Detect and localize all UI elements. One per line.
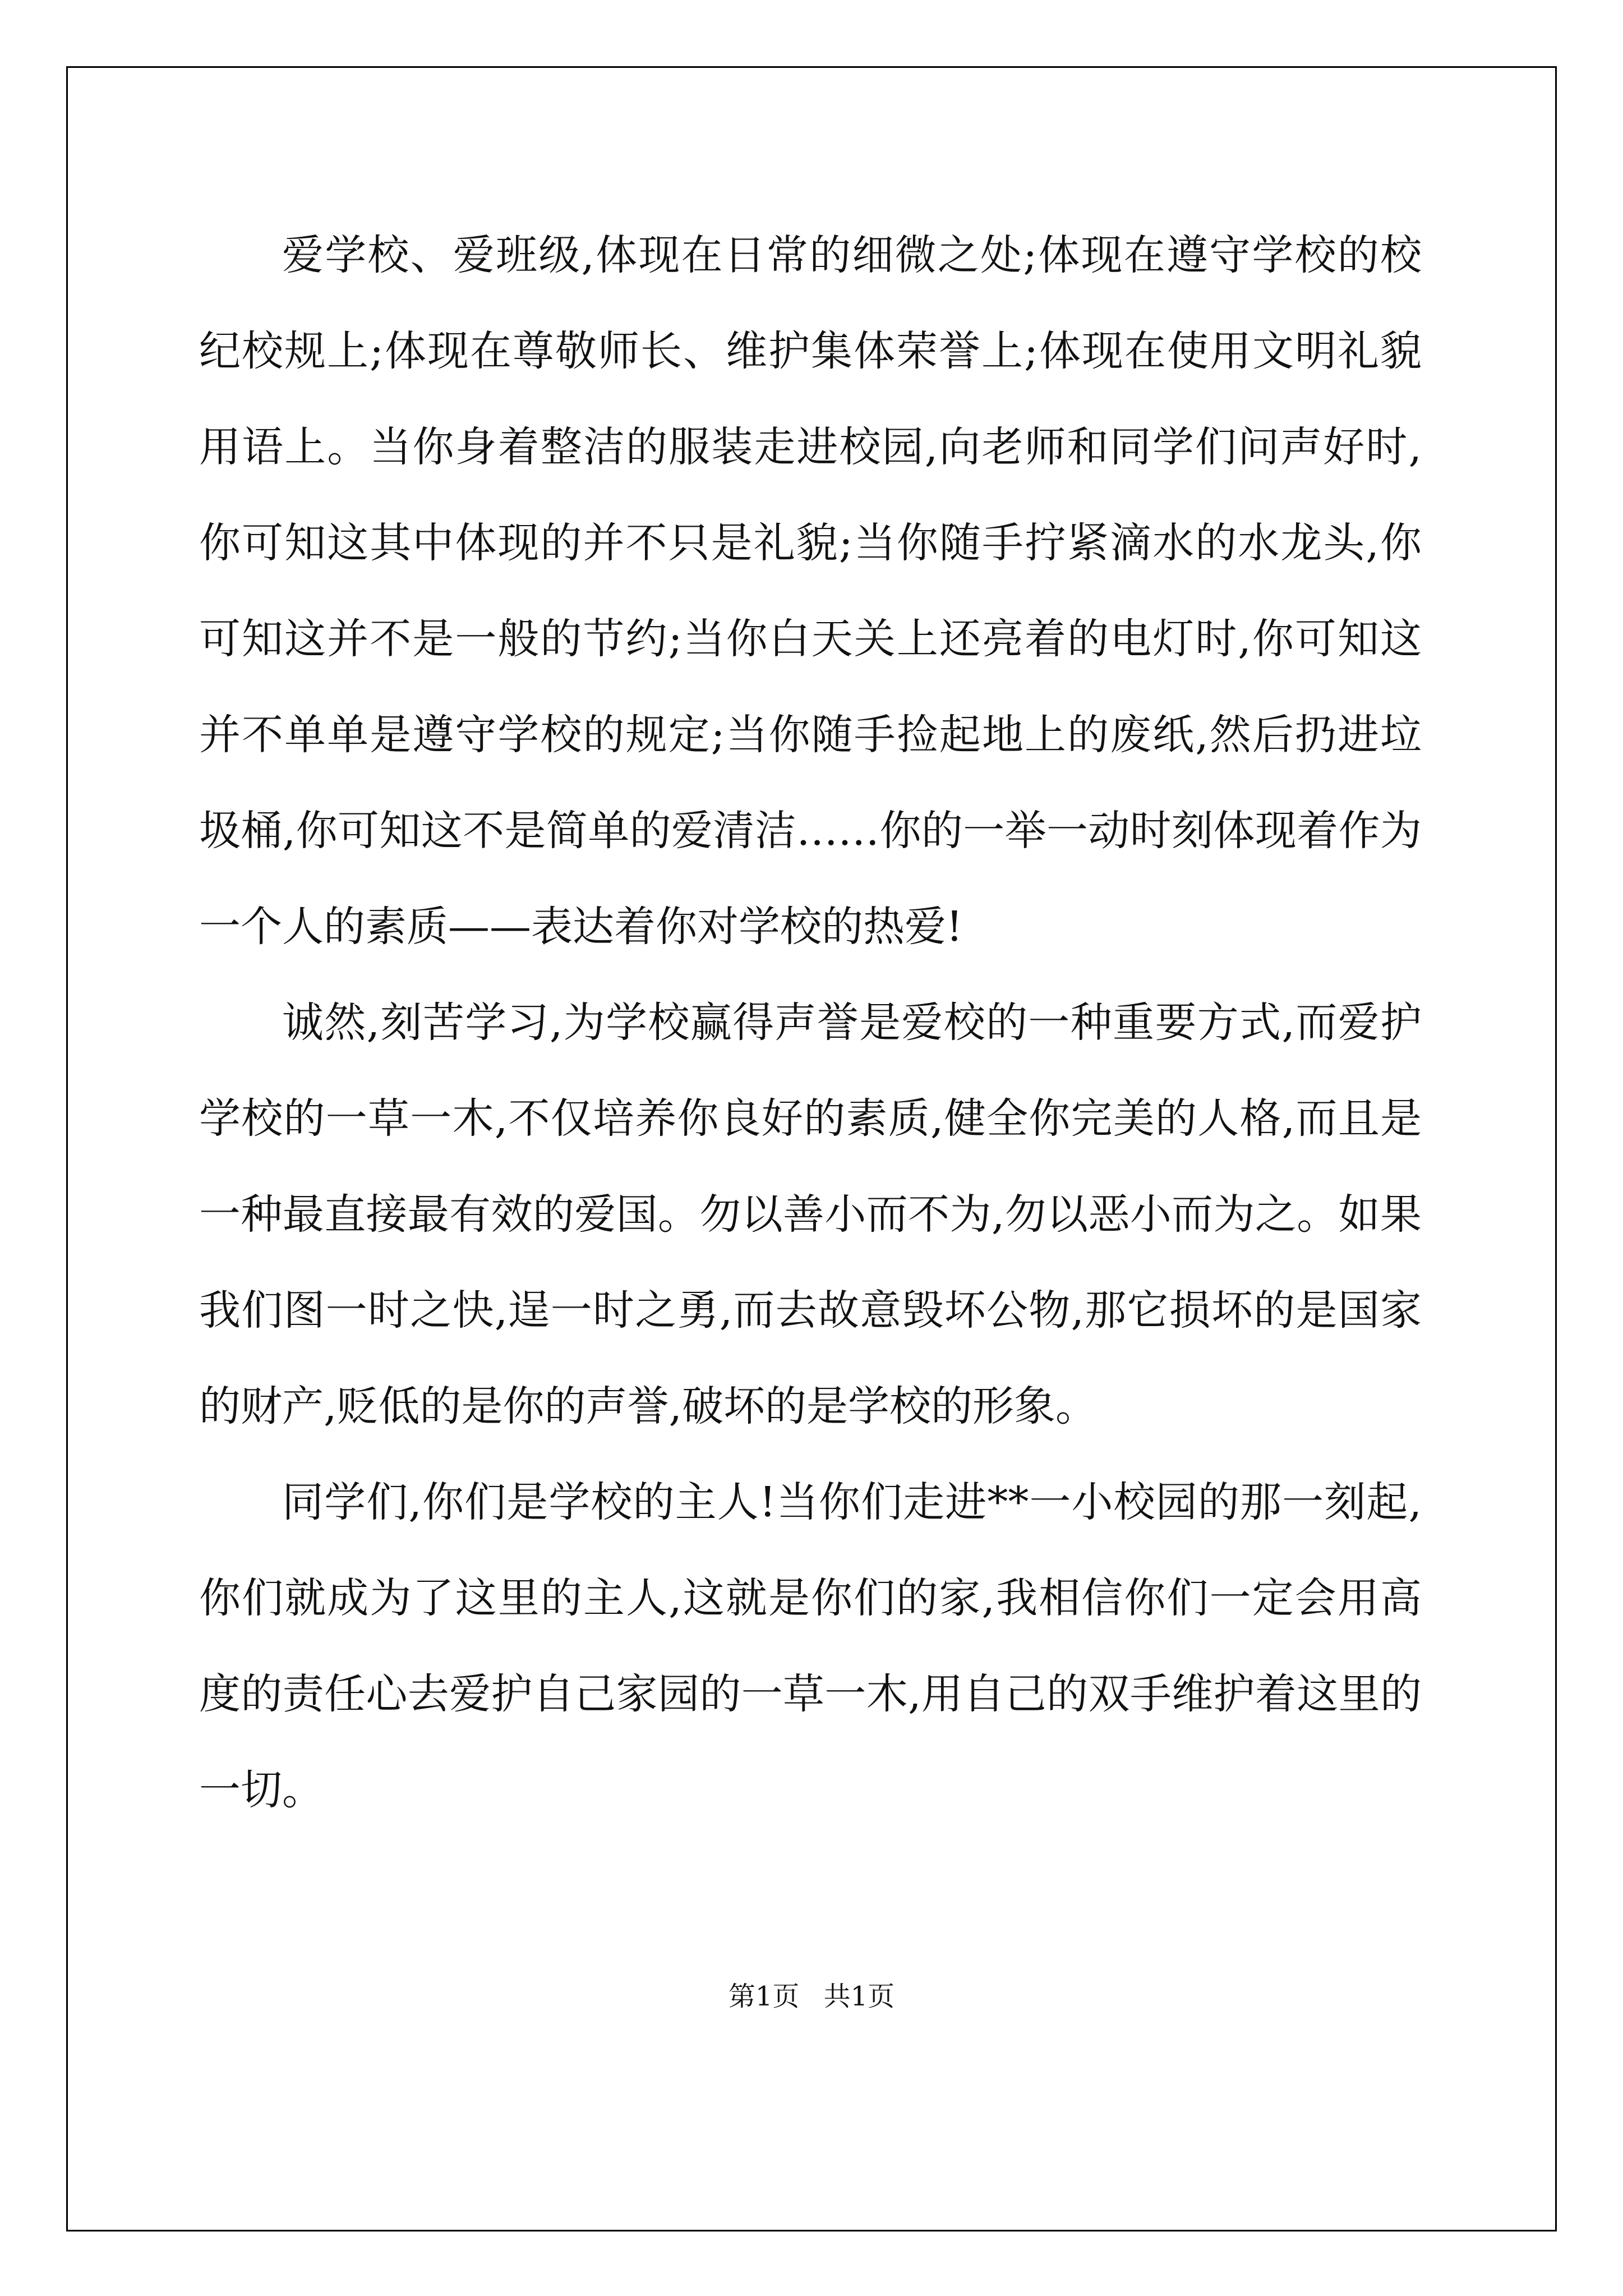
page-total: 共1页 — [823, 1981, 895, 2012]
paragraph-study-hard: 诚然,刻苦学习,为学校赢得声誉是爱校的一种重要方式,而爱护学校的一草一木,不仅培养你良好的素质,健全你完美的人格,而且是一种最直接最有效的爱国。勿以善小而不为,勿以恶小而为之。如果我们图一时之快,逞一时之勇,而去故意毁坏公物,那它损坏的是国家的财产,贬低的是你的声誉,破坏的是学校的形象。 — [199, 999, 1422, 1430]
page-number: 第1页 — [728, 1981, 800, 2012]
paragraph-love-school: 爱学校、爱班级,体现在日常的细微之处;体现在遵守学校的校纪校规上;体现在尊敬师长、维护集体荣誉上;体现在使用文明礼貌用语上。当你身着整洁的服装走进校园,向老师和同学们问声好时,你可知这其中体现的并不只是礼貌;当你随手拧紧滴水的水龙头,你可知这并不是一般的节约;当你白天关上还亮着的电灯时,你可知这并不单单是遵守学校的规定;当你随手捡起地上的废纸,然后扔进垃圾桶,你可知这不是简单的爱清洁……你的一举一动时刻体现着作为一个人的素质——表达着你对学校的热爱! — [199, 231, 1422, 951]
document-body — [199, 208, 1422, 1838]
paragraph-students-owners: 同学们,你们是学校的主人!当你们走进**一小校园的那一刻起,你们就成为了这里的主人,这就是你们的家,我相信你们一定会用高度的责任心去爱护自己家园的一草一木,用自己的双手维护着这里的一切。 — [199, 1478, 1422, 1814]
page-footer — [0, 1975, 1623, 2013]
